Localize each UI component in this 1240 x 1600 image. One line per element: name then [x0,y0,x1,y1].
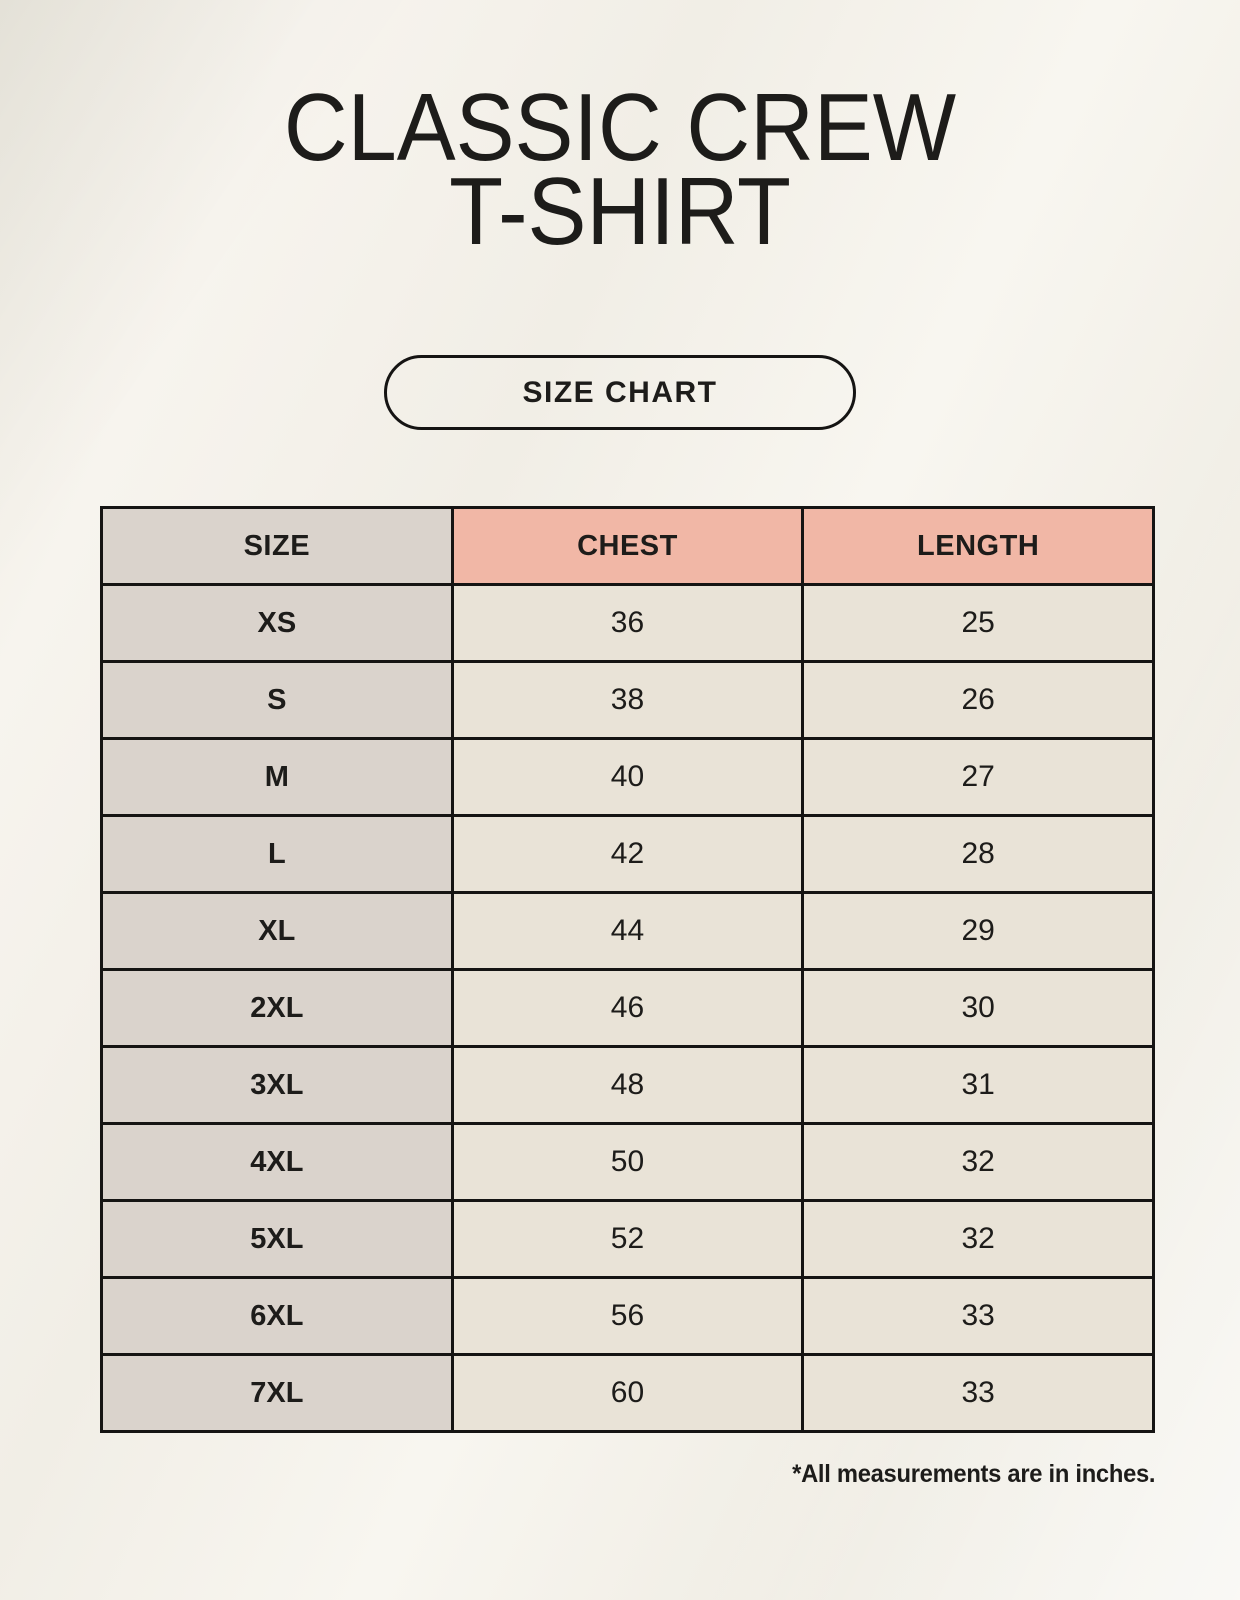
page-title [0,74,1240,266]
row-chest-value: 56 [452,1278,803,1355]
row-length-value: 26 [803,662,1154,739]
row-chest-value: 40 [452,739,803,816]
table-row [102,662,1154,739]
row-chest-value: 42 [452,816,803,893]
row-length-value: 29 [803,893,1154,970]
row-chest-value: 44 [452,893,803,970]
row-size-label: 3XL [102,1047,453,1124]
page-title-line-1: CLASSIC CREW [283,74,957,181]
table-row [102,970,1154,1047]
column-header-chest: CHEST [452,508,803,585]
row-chest-value: 38 [452,662,803,739]
row-size-label: 4XL [102,1124,453,1201]
table-row [102,1201,1154,1278]
row-chest-value: 46 [452,970,803,1047]
table-row [102,739,1154,816]
row-length-value: 28 [803,816,1154,893]
row-length-value: 33 [803,1355,1154,1432]
row-size-label: 7XL [102,1355,453,1432]
row-length-value: 30 [803,970,1154,1047]
row-size-label: XS [102,585,453,662]
row-chest-value: 52 [452,1201,803,1278]
row-length-value: 31 [803,1047,1154,1124]
page-title-line-2: T-SHIRT [449,158,791,266]
row-size-label: M [102,739,453,816]
table-row [102,893,1154,970]
column-header-length: LENGTH [803,508,1154,585]
table-row [102,585,1154,662]
row-length-value: 33 [803,1278,1154,1355]
row-chest-value: 36 [452,585,803,662]
row-size-label: 2XL [102,970,453,1047]
row-size-label: 6XL [102,1278,453,1355]
row-size-label: S [102,662,453,739]
row-length-value: 25 [803,585,1154,662]
table-row [102,1278,1154,1355]
column-header-size: SIZE [102,508,453,585]
row-size-label: 5XL [102,1201,453,1278]
table-row [102,1047,1154,1124]
row-chest-value: 50 [452,1124,803,1201]
table-header-row [102,508,1154,585]
row-size-label: L [102,816,453,893]
row-length-value: 27 [803,739,1154,816]
row-size-label: XL [102,893,453,970]
table-row [102,816,1154,893]
row-length-value: 32 [803,1201,1154,1278]
measurement-footnote: *All measurements are in inches. [791,1460,1155,1488]
row-chest-value: 60 [452,1355,803,1432]
row-chest-value: 48 [452,1047,803,1124]
table-row [102,1124,1154,1201]
table-row [102,1355,1154,1432]
row-length-value: 32 [803,1124,1154,1201]
size-table [100,506,1155,1433]
size-chart-badge [384,355,856,430]
size-chart-badge-label: SIZE CHART [522,375,718,409]
